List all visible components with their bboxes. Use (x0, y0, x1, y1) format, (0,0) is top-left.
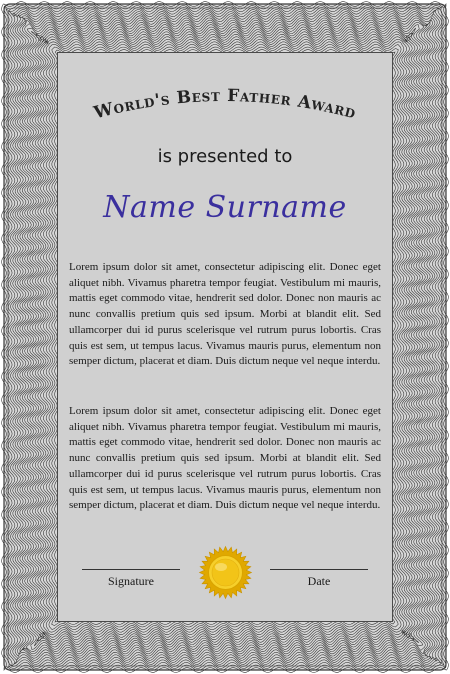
svg-text:World's Best Father Award (91, 86, 358, 124)
date-label: Date (307, 574, 331, 588)
signature-line (82, 569, 180, 570)
body-paragraph-2: Lorem ipsum dolor sit amet, consectetur adipiscing elit. Donec eget aliquet nibh. Vivamus pharetra tempor feugiat. Vestibulum mi mauris, mattis eget commodo vitae, hendrerit sed dolor. Donec non mauris ac nunc convallis pretium quis sed ipsum. Morbi at blandit elit. Sed ullamcorper dui id purus scelerisque vel rutrum purus lobortis. Cras quis est sem, ut tempus lacus. Vivamus mauris purus, elementum non semper dictum, placerat et diam. Duis dictum neque vel neque interdu. (69, 405, 381, 512)
signature-label: Signature (108, 574, 154, 588)
award-title-text: World's Best Father Award (91, 85, 359, 124)
gold-seal-icon (198, 545, 253, 600)
date-line (270, 569, 368, 570)
award-title (57, 72, 393, 142)
body-paragraph-1: Lorem ipsum dolor sit amet, consectetur adipiscing elit. Donec eget aliquet nibh. Vivamus pharetra tempor feugiat. Vestibulum mi mauris, mattis eget commodo vitae, hendrerit sed dolor. Donec non mauris ac nunc convallis pretium quis sed ipsum. Morbi at blandit elit. Sed ullamcorper dui id purus scelerisque vel rutrum purus lobortis. Cras quis est sem, ut tempus lacus. Vivamus mauris purus, elementum non semper dictum, placerat et diam. Duis dictum neque vel neque interdu. (69, 261, 381, 368)
presented-to-text: is presented to (157, 146, 293, 167)
recipient-name: Name Surname (103, 190, 347, 225)
